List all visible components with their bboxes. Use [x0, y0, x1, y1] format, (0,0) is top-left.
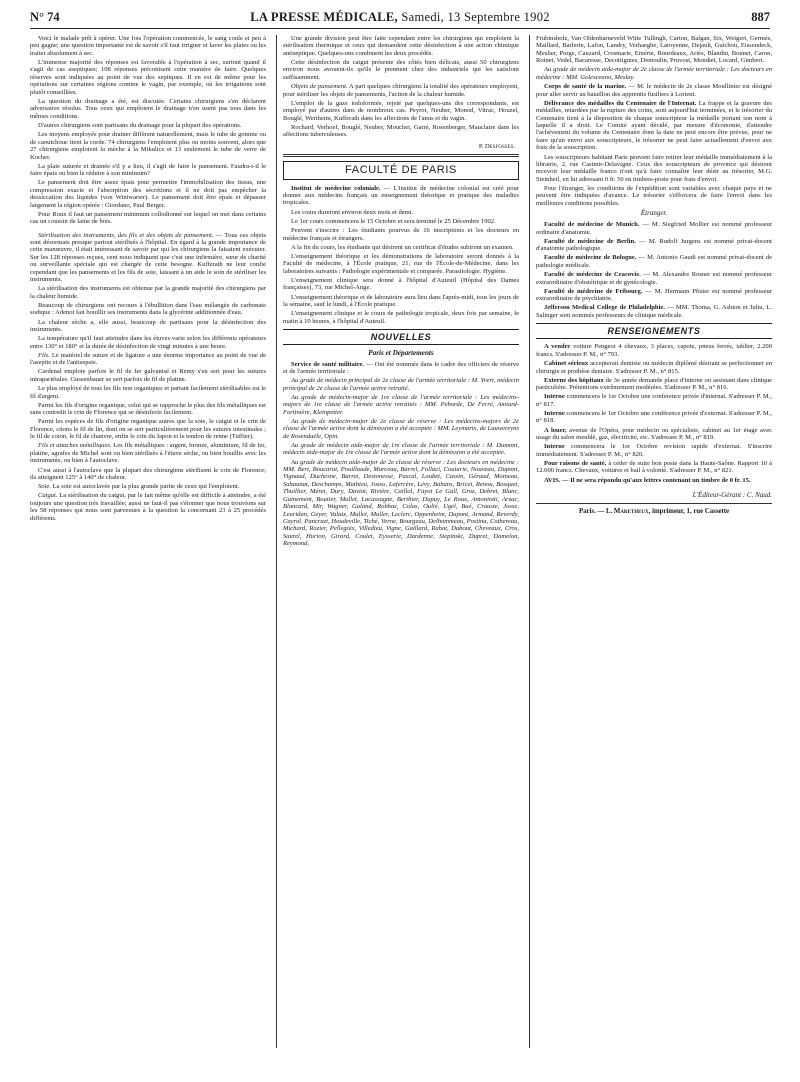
paragraph: L'emploi de la gaze iodoformée, rejeté par quelques-uns des correspondants, est employé par d'autres dans de nombreux cas. Peyrot, Neuber, Monod, Vitrac, Houzel, Bouglé, Wertheim, Kufferath dans les affections de l'anus et du vagin.	[283, 99, 519, 122]
paragraph: Service de santé militaire. — Ont été nommés dans le cadre des officiers de réserve et de l'armée territoriale :	[283, 360, 519, 375]
paragraph: Une grande division peut être faite cependant entre les chirurgiens qui emploient la stérilisation thermique et ceux qui demandent cette désinfection à une action chimique antiseptique. Quelques-uns combinent les deux procédés.	[283, 35, 519, 57]
classified-ad: Externe des hôpitaux de 3e année demande place d'interne ou assistant dans clinique particulière. Prétentions extrêmement modérées. S'adresser P. M., n° 816.	[536, 376, 772, 392]
paragraph: Le 1er cours commencera le 15 Octobre et sera terminé le 25 Décembre 1902.	[291, 217, 496, 225]
column-2	[283, 35, 519, 1048]
run-in-heading: A vendre	[544, 343, 571, 351]
paragraph: Le plus employé de tous les fils non organiques et partant facilement stérilisables est le fil d'argent.	[30, 385, 266, 400]
run-in-heading: Objets de pansement.	[291, 83, 348, 91]
masthead	[30, 6, 770, 29]
classified-ad: A louer, avenue de l'Opéra, pour médecin ou spécialiste, cabinet au 1er étage avec usage du salon meublé, gaz, électricité, etc. S'adresser P. M., n° 819.	[536, 426, 772, 442]
classified-ad: Interne commencera le 1er Octobre revision rapide d'externat. S'inscrire immédiatement. S'adresser P. M., n° 820.	[536, 443, 772, 458]
column-divider	[529, 35, 530, 1048]
paragraph: Pour Roux il faut un pansement minimum collodionné sur lequel on met dans certains cas un coussin de laine de bois.	[30, 210, 266, 226]
issue-number: N° 74	[30, 9, 60, 24]
paragraph: Faculté de médecine de Fribourg. — M. Hermann Pfister est nommé professeur extraordinaire de psychiatrie.	[536, 287, 772, 303]
paragraph: Le pansement doit être assez épais pour permettre l'immobilisation des tissus, une compression exacte et l'absorption des sécrétions et il ne doit pas empêcher la dessiccation des liquides (von Winiwarter). Le pansement doit être épais et dépasser largement la région opérée : Giordano, Paul Berger.	[30, 179, 266, 209]
paragraph: Faculté de médecine de Munich. — M. Siegfried Mollier est nommé professeur ordinaire d'anatomie.	[536, 221, 772, 236]
run-in-heading: Stérilisation des instruments, des fils et des objets de pansement.	[38, 231, 214, 239]
issue-date: Samedi, 13 Septembre 1902	[397, 9, 550, 24]
paragraph: L'enseignement clinique sera donné à l'hôpital d'Auteuil (Hôpital des Dames françaises), 73, rue Michel-Ange.	[283, 277, 519, 292]
faculte-heading: FACULTÉ DE PARIS	[283, 161, 519, 179]
paragraph: La stérilisation des instruments est obtenue par la grande majorité des chirurgiens par la chaleur humide.	[30, 285, 266, 300]
run-in-heading: Externe des hôpitaux	[544, 376, 604, 384]
run-in-heading: Fils.	[38, 351, 50, 359]
paragraph: Au grade de médecin-major de 2e classe de réserve : Les médecins-majors de 2e classe de l'armée active dont la démission a été acceptée : MM. Leymarix, de Lauwereyns de Rosendaële, Opin.	[283, 417, 519, 440]
paragraph: Beaucoup de chirurgiens ont recours à l'ébullition dans l'eau mélangée de carbonate sodique : Adenot fait bouillir ses instruments dans la glycérine additionnée d'eau.	[30, 301, 266, 317]
paragraph: Faculté de médecine de Berlin. — M. Rudolf Jurgens est nommé privat-docent d'anatomie pathologique.	[536, 237, 772, 253]
paragraph: Fils. Le matériel de suture et de ligature a une énorme importance au point de vue de l'aseptie et de l'antisepsie.	[30, 351, 266, 367]
paragraph: Les moyens employés pour drainer diffèrent naturellement, mais le tube de gomme ou de caoutchouc tient la corde. 74 chirurgiens l'emploient plus ou moins souvent, alors que 27 chirurgiens emploient la mèche à la Mikulicz et 13 seulement le tube de verre de Kocher.	[30, 131, 266, 161]
run-in-heading: A louer,	[544, 426, 567, 434]
run-in-heading: Catgut.	[38, 492, 58, 500]
editor-line: L'Éditeur-Gérant : C. Naud.	[536, 492, 772, 504]
paragraph: Au grade de médecin aide-major de 1re classe de l'armée territoriale : M. Dumont, médecin aide-major de 1re classe de l'armée active dont la démission a été acceptée.	[283, 441, 519, 457]
paragraph: Au grade de médecin aide-major de 2e classe de l'armée territoriale : Les docteurs en médecine : MM. Golesceano, Meslay.	[536, 66, 772, 81]
run-in-heading: Corps de santé de la marine.	[544, 83, 627, 91]
renseignements-heading: RENSEIGNEMENTS	[536, 323, 772, 339]
subsection-heading: Étranger.	[640, 209, 668, 218]
run-in-heading: Interne	[544, 443, 565, 451]
paragraph: Les cours dureront environ deux mois et demi.	[291, 208, 414, 216]
paragraph: Fils et attaches métalliques. Les fils métalliques : argent, bronze, aluminium, fil de fer, platine, agrafes de Michel sont ou bien stérilisés à l'étuve sèche, ou bien bouillis avec les instruments, ou bien à l'autoclave.	[30, 442, 266, 465]
paragraph: Faculté de médecine de Cracovie. — M. Alexandre Rosner est nommé professeur extraordinaire d'obstétrique et de gynécologie.	[536, 271, 772, 286]
run-in-heading: Pour raisons de santé,	[544, 459, 607, 467]
run-in-heading: Faculté de médecine de Munich.	[544, 221, 640, 229]
paragraph: Corps de santé de la marine. — M. le médecin de 2e classe Moullinier est désigné pour aller servir au bataillon des apprentis fusiliers à Lorient.	[536, 83, 772, 98]
paragraph: L'enseignement clinique et le cours de pathologie tropicale, deux fois par semaine, le matin à 10 heures, à l'hôpital d'Auteuil.	[283, 310, 519, 325]
paragraph: Délivrance des médailles du Centenaire de l'Internat. La frappe et la gravure des médailles, retardées par la rupture des coins, sont aujourd'hui terminées, et le trésorier du Centenaire tient à la disposition de chaque souscripteur la médaille portant son nom à laquelle il a droit. Le Comité ayant décidé, par mesure d'économie, d'attendre l'achèvement du volume du Centenaire dont la date ne peut encore être prévue, pour ne faire qu'un envoi aux souscripteurs, le trésorier ne peut faire actuellement d'envoi aux frais de la souscription.	[536, 99, 772, 152]
paragraph: L'immense majorité des réponses est favorable à l'opération à sec, surtout quand il s'agit de cas aseptiques; 108 réponses préconisent cette manière de faire. Quelques réserves sont indiquées au point de vue des septiques. Il en est de même pour les opérations sur certaines régions comme le vagin, par exemple, où les irrigations sont plutôt conseillées.	[30, 59, 266, 96]
paragraph: Les souscripteurs habitant Paris peuvent faire retirer leur médaille immédiatement à la librairie, 2, rue Casimir-Delavigne. Ceux des souscripteurs de province qui désirent recevoir leur médaille franco n'ont qu'à faire connaître leur désir au trésorier, M.G. Steinheil, en lui adressant 0 fr. 50 en timbres-poste pour frais d'envoi.	[536, 153, 772, 183]
author-signature: P. Desfosses.	[478, 142, 515, 150]
run-in-heading: Cabinet sérieux	[544, 360, 589, 368]
paragraph: Objets de pansement. A part quelques chirurgiens la totalité des opérateurs employent, pour stériliser les objets de pansements, l'action de la chaleur humide.	[283, 83, 519, 98]
column-divider	[276, 35, 277, 1048]
run-in-heading: Délivrance des médailles du Centenaire de l'Internat.	[544, 99, 697, 107]
run-in-heading: Faculté de médecine de Cracovie.	[544, 271, 641, 279]
run-in-heading: Fils et attaches métalliques.	[38, 442, 112, 450]
column-3	[536, 35, 772, 1048]
subsection-heading: Paris et Départements	[368, 349, 434, 358]
section-rule	[283, 154, 519, 157]
avis-notice: AVIS. — Il ne sera répondu qu'aux lettres contenant un timbre de 0 fr. 15.	[544, 476, 751, 484]
paragraph: Soie. La soie est autoclavée par la plus grande partie de ceux qui l'emploient.	[38, 483, 240, 491]
paragraph: Cardenal emploie parfois le fil de fer galvanisé et Remy s'en sert pour les sutures intrapariétales. Gussenbauer se sert parfois de fil de platine.	[30, 368, 266, 383]
paragraph: Au grade de médecin-major de 1re classe de l'armée territoriale : Les médecins-majors de 1re classe de l'armée active retraités : MM. Peborde, De Ferré, Amiard-Fortinière, Kleinpetter.	[283, 393, 519, 416]
paragraph: Jefferson Medical College de Philadelphie. — MM. Thoma, G. Ashton et Juliu, L. Salinger sont nommés professeurs de clinique médicale.	[536, 304, 772, 319]
run-in-heading: Service de santé militaire.	[291, 360, 365, 368]
paragraph: A la fin du cours, les étudiants qui désirent un certificat d'études subiront un examen.	[291, 243, 514, 251]
paragraph: Faculté de médecine de Bologne. — M. Antonio Gaudi est nommé privat-docent de pathologie médicale.	[536, 254, 772, 269]
paragraph: La température qu'il faut atteindre dans les étuves varie selon les différents opérateurs entre 130° et 180° et la durée de désinfection de vingt minutes à une heure.	[30, 335, 266, 350]
run-in-heading: Faculté de médecine de Fribourg.	[544, 287, 643, 295]
paragraph: Institut de médecine coloniale. — L'institut de médecine colonial est créé pour donner aux médecins français un enseignement théorique et pratique des maladies tropicales.	[283, 184, 519, 207]
nouvelles-heading: NOUVELLES	[283, 329, 519, 345]
run-in-heading: Jefferson Medical College de Philadelphie.	[544, 304, 665, 312]
paragraph: Frubinsholz, Van Oldenbarneveld Witte Tullingh, Carton, Balgan, Six, Weigert, Germès, Maillard, Barlerin, Lafon, Landry, Verhaeghe, Laroyenne, Dejault, Guichou, Eissendeck, Meslier, Porge, Cauzard, Crosmarie, Emérie, Bourdeaux, Ariès, Blandin, Bonnet, Caron, Roinet, Vedel, Bacaresse, Decottignies, Demoulin, Pruvost, Mondiet, Locard, Gimbert.	[536, 35, 772, 65]
classified-ad: Interne commencera le 1er Octobre une conférence privée d'externat. S'adresser P. M., n° 818.	[536, 410, 772, 425]
paragraph: D'autres chirurgiens sont partisans du drainage pour la plupart des opérations.	[38, 122, 242, 130]
paragraph: Stérilisation des instruments, des fils et des objets de pansement. — Tous ces objets sont désormais presque partout stérilisés à l'hôpital. En égard à la grande importance de cette manœuvre, il était intéressant de savoir par qui les chirurgiens la faisaient exécuter. Sur les 128 réponses reçues, cent nous indiquent que c'est une infirmière, sœur de charité ou surveillante spéciale qui est chargée de cette besogne. Kufferath ne leur confie cependant que les pansements et les fils de soie, laissant à un aide le soin de stériliser les instruments.	[30, 231, 266, 284]
paragraph: Voici le malade prêt à opérer. Une fois l'opération commencée, le sang coule et peu à peu gagne; une question importante est de savoir s'il faut irriguer et laver les plaies ou les traiter absolument à sec.	[30, 35, 266, 57]
run-in-heading: Interne	[544, 410, 565, 418]
paragraph: Pour l'étranger, les conditions de l'expédition sont variables avec chaque pays et ne peuvent être indiquées d'avance. Le trésorier s'efforcera de faire l'envoi dans les meilleures conditions possibles.	[536, 185, 772, 207]
classified-ad: A vendre voiture Peugeot 4 chevaux, 3 places, capote, pneus ferrés, tablier, 2.200 francs. S'adresser P. M., n° 793.	[536, 343, 772, 358]
journal-title: LA PRESSE MÉDICALE, Samedi, 13 Septembre 1902	[250, 9, 550, 24]
paragraph: L'enseignement théorique et de laboratoire aura lieu dans l'après-midi, tous les jours de la semaine, sauf le lundi, à l'École pratique.	[283, 293, 519, 309]
paragraph: L'enseignement théorique et les démonstrations de laboratoire seront donnés à la Faculté de médecine, à l'École pratique, 21, rue de l'École-de-Médecine, dans les laboratoires suivants : Pathologie expérimentale et comparée. Parasitologie. Hygiène.	[283, 252, 519, 275]
run-in-heading: Faculté de médecine de Bologne.	[544, 254, 637, 262]
paragraph: La question du drainage a été, est discutée. Certains chirurgiens s'en déclarent adversaires résolus. Tous ceux qui emploient le drainage n'en usent pas tous dans les mêmes conditions.	[30, 97, 266, 120]
classified-ad: Pour raisons de santé, à céder de suite bon poste dans la Haute-Saône. Rapport 10 à 12.000 francs. Chevaux, voitures et bail à volonté. S'adresser P. M., n° 821.	[536, 459, 772, 475]
run-in-heading: Faculté de médecine de Berlin.	[544, 237, 636, 245]
paragraph: Cette désinfection du catgut présente des côtés bien délicats, aussi 50 chirurgiens environ nous avouent-ils qu'ils le prennent chez des industriels qui les satisfont suffisamment.	[283, 59, 519, 81]
paragraph: Peuvent s'inscrire : Les étudiants pourvus de 16 inscriptions et les docteurs en médecine français et étrangers.	[283, 227, 519, 242]
paragraph: La chaleur sèche a, elle aussi, beaucoup de partisans pour la désinfection des instruments.	[30, 318, 266, 333]
paragraph: La plaie suturée et drainée s'il y a lieu, il s'agit de faire le pansement. Faudra-t-il le faire épais ou bien le réduire à son minimum?	[30, 162, 266, 178]
classified-ad: Interne commencera le 1er Octobre une conférence privée d'internat. S'adresser P. M., n° 817.	[536, 393, 772, 408]
paragraph: C'est aussi à l'autoclave que la plupart des chirurgiens stérilisent le crin de Florence; ils atteignent 125° à 140° de chaleur.	[30, 466, 266, 481]
run-in-heading: Institut de médecine coloniale.	[291, 184, 381, 192]
printer-line: Paris. — L. Maretheux, imprimeur, 1, rue Cassette	[578, 507, 730, 515]
paragraph: Parmi les espèces de fils d'origine organique autres que la soie, le catgut et le crin de Florence, citons le fil de lin, dont on se sert particulièrement pour les sutures intestinales ; le fil de coton, le fil de chanvre, enfin le crin du Japon et le tendon de renne (Tuffier).	[30, 418, 266, 441]
run-in-heading: Interne	[544, 393, 565, 401]
paragraph: Au grade de médecin aide-major de 2e classe de réserve : Les docteurs en médecine : MM. Bert, Boucarut, Pouillaude, Marceau, Barrel, Follaci, Couturie, Nouveau, Dupont, Vignaud, Duchesne, Barret, Destonesse, Pascal, Loubet, Cassin, Géraud, Moineau, Sabaunat, Deschamps, Mathieu, Josso, Laferrère, Lévy, Bahans, Bricet, Renou, Bosquet, Thuillier, Méret, Dury, Daviot, Rivière, Caillol, Fayot Le Gall, Groz, Debret, Blanc, Guinement, Boutier, Mallet, Lacassagne, Berthier, Dupuy, Le Roux, Antoniotti, Arzac, Blancard, Mir, Wagner, Galand, Robbaz, Colas, Oulié, Ugel, Bué, Crauste, Josse, Leuridan, Geyer, Valatx, Mallet, Muller, Leclerc, Oppenheim, Dupont, Armand, Reverdy, Cayrol, Pancrazi, Houdeville, Tiché, Verne, Bourgeau, Delhommeau, Postina, Cothereau, Michard, Rozier, Pellegoix, Villedieu, Vigne, Gaillard, Rabat, Dabout, Cheveaux, Cros, Saurel, Hurion, Girard, Coulet, Eysserie, Dardenne, Stepinski, Dupret, Damelon, Reymond,	[283, 458, 519, 548]
classified-ad: Cabinet sérieux accepterait dentiste ou médecin diplômé désirant se perfectionner en chirurgie et prothèse dentaire. S'adresser P. M., n° 815.	[536, 360, 772, 375]
paragraph: Catgut. La stérilisation du catgut, par le fait même qu'elle est difficile à atteindre, a été toujours une question très travaillée; aussi ne faut-il pas s'étonner que nous trouvions sur les 58 réponses qui nous sont parvenues à la question la concernant 23 à 25 procédés différents.	[30, 492, 266, 522]
run-in-heading: Soie.	[38, 483, 51, 491]
column-1	[30, 35, 266, 1048]
paragraph: Rochard, Verhoef, Bouglé, Neuber, Mouchet, Garré, Rosenberger, Mauclaire dans les affections tuberculeuses.	[283, 123, 519, 139]
page-number: 887	[751, 9, 770, 24]
paragraph: Au grade de médecin principal de 2e classe de l'armée territoriale : M. Yvert, médecin principal de 2e classe de l'armée active retraité.	[283, 377, 519, 392]
paragraph: Parmi les fils d'origine organique, celui qui se rapproche le plus des fils métalliques est sans contredit le crin de Florence qui se désinfecte facilement.	[30, 401, 266, 417]
